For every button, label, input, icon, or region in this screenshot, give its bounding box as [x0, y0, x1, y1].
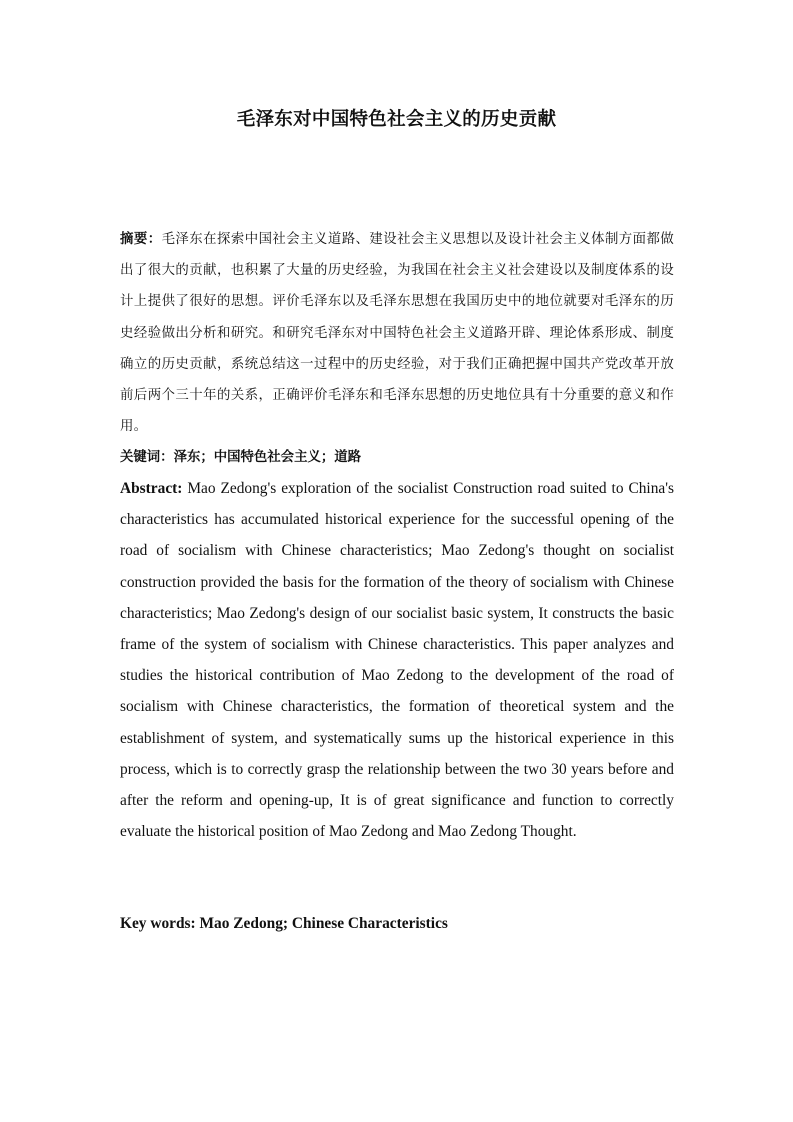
- chinese-abstract-label: 摘要：: [120, 232, 162, 247]
- english-keywords-label: Key words:: [120, 915, 196, 932]
- english-abstract-text: Mao Zedong's exploration of the socialist Construction road suited to China's characteristics has accumulated historical experience for the successful opening of the road of socialism with Chinese characteristics; Mao Zedong's thought on socialist construction provided the basis for the formation of the theory of socialism with Chinese characteristics; Mao Zedong's design of our socialist basic system, It constructs the basic frame of the system of socialism with Chinese characteristics. This paper analyzes and studies the historical contribution of Mao Zedong to the development of the road of socialism with Chinese characteristics, the formation of theoretical system and the establishment of system, and systematically sums up the historical experience in this process, which is to correctly grasp the relationship between the two 30 years before and after the reform and opening-up, It is of great significance and function to correctly evaluate the historical position of Mao Zedong and Mao Zedong Thought.: [120, 480, 674, 841]
- english-keywords-text: Mao Zedong; Chinese Characteristics: [199, 915, 448, 932]
- chinese-abstract: [120, 224, 674, 442]
- english-abstract: [120, 473, 674, 847]
- chinese-keywords-text: 泽东；中国特色社会主义；道路: [173, 450, 362, 465]
- document-title: 毛泽东对中国特色社会主义的历史贡献: [236, 109, 557, 130]
- english-keywords: [120, 908, 448, 939]
- chinese-keywords: [120, 442, 361, 473]
- chinese-abstract-text: 毛泽东在探索中国社会主义道路、建设社会主义思想以及设计社会主义体制方面都做出了很大的贡献，也积累了大量的历史经验，为我国在社会主义社会建设以及制度体系的设计上提供了很好的思想。评价毛泽东以及毛泽东思想在我国历史中的地位就要对毛泽东的历史经验做出分析和研究。和研究毛泽东对中国特色社会主义道路开辟、理论体系形成、制度确立的历史贡献，系统总结这一过程中的历史经验，对于我们正确把握中国共产党改革开放前后两个三十年的关系，正确评价毛泽东和毛泽东思想的历史地位具有十分重要的意义和作用。: [120, 232, 675, 435]
- english-abstract-label: Abstract:: [120, 480, 183, 497]
- chinese-keywords-label: 关键词：: [120, 450, 174, 465]
